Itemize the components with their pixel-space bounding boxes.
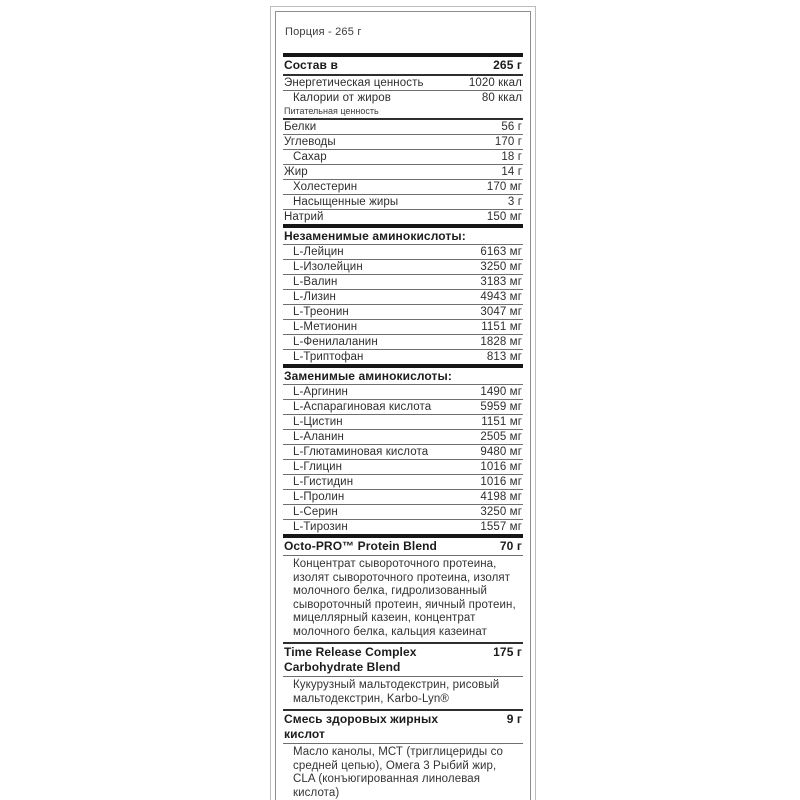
- nutrient-value: 1490 мг: [480, 386, 522, 398]
- nutrient-value: 1557 мг: [480, 521, 522, 533]
- nutrient-name: L-Серин: [293, 506, 338, 518]
- nutrient-row: [283, 335, 523, 350]
- nutrient-row: [283, 180, 523, 195]
- nutrient-row: [283, 475, 523, 490]
- nutrient-value: 150 мг: [486, 211, 522, 223]
- ingredients-paragraph: Масло канолы, МСТ (триглицериды со средней цепью), Омега 3 Рыбий жир, CLA (конъюгированная линолевая кислота): [283, 744, 523, 800]
- nutrient-row: [283, 505, 523, 520]
- nutrient-value: 1016 мг: [480, 476, 522, 488]
- nutrient-name: L-Треонин: [293, 306, 349, 318]
- subsection-header: Незаменимые аминокислоты:: [283, 228, 523, 245]
- nutrient-value: 3183 мг: [480, 276, 522, 288]
- nutrient-name: Жир: [284, 166, 308, 178]
- nutrient-value: 3250 мг: [480, 506, 522, 518]
- serving-size: Порция - 265 г: [285, 26, 362, 38]
- subsection-header: Заменимые аминокислоты:: [283, 368, 523, 385]
- nutrient-name: L-Цистин: [293, 416, 343, 428]
- nutrient-row: [283, 76, 523, 91]
- section-value: 175 г: [493, 645, 522, 659]
- nutrient-value: 6163 мг: [480, 246, 522, 258]
- section-title: Состав в: [284, 58, 338, 72]
- ingredients-paragraph: Концентрат сывороточного протеина, изолят сывороточного протеина, изолят молочного белка, гидролизованный сывороточный протеин, яичный протеин, мицеллярный казеин, концентрат молочного белка, кальция казеинат: [283, 556, 523, 644]
- nutrient-value: 3047 мг: [480, 306, 522, 318]
- nutrient-name: L-Валин: [293, 276, 338, 288]
- nutrient-name: Сахар: [293, 151, 327, 163]
- nutrition-note: Питательная ценность: [283, 105, 523, 120]
- nutrient-row: [283, 350, 523, 364]
- nutrient-row: [283, 150, 523, 165]
- nutrient-name: L-Лизин: [293, 291, 336, 303]
- nutrient-value: 1151 мг: [481, 321, 522, 333]
- nutrient-value: 1151 мг: [481, 416, 522, 428]
- section-value: 9 г: [506, 712, 522, 726]
- nutrient-name: Калории от жиров: [293, 92, 391, 104]
- nutrient-row: [283, 91, 523, 105]
- nutrient-name: Белки: [284, 121, 317, 133]
- nutrient-name: Холестерин: [293, 181, 358, 193]
- section-title: Time Release Complex Carbohydrate Blend: [284, 645, 417, 674]
- label-sections: [283, 53, 523, 800]
- nutrient-row: [283, 165, 523, 180]
- nutrient-value: 170 мг: [486, 181, 522, 193]
- nutrient-value: 9480 мг: [480, 446, 522, 458]
- nutrient-name: L-Лейцин: [293, 246, 344, 258]
- nutrient-row: [283, 385, 523, 400]
- section-value: 70 г: [499, 539, 522, 553]
- nutrient-value: 3250 мг: [480, 261, 522, 273]
- nutrient-name: L-Гистидин: [293, 476, 354, 488]
- product-photo-frame: [270, 6, 536, 800]
- nutrient-name: Углеводы: [284, 136, 336, 148]
- nutrient-value: 1828 мг: [480, 336, 522, 348]
- nutrient-name: Натрий: [284, 211, 324, 223]
- nutrient-value: 170 г: [494, 136, 522, 148]
- nutrient-name: L-Аспарагиновая кислота: [293, 401, 432, 413]
- nutrient-row: [283, 305, 523, 320]
- nutrient-value: 14 г: [501, 166, 522, 178]
- section-title-row: [283, 644, 523, 677]
- nutrient-name: L-Пролин: [293, 491, 345, 503]
- nutrient-row: [283, 445, 523, 460]
- ingredients-paragraph: Кукурузный мальтодекстрин, рисовый мальтодекстрин, Karbo-Lyn®: [283, 677, 523, 711]
- nutrient-name: L-Аргинин: [293, 386, 348, 398]
- nutrient-value: 4943 мг: [480, 291, 522, 303]
- nutrient-value: 80 ккал: [481, 92, 522, 104]
- nutrient-row: [283, 275, 523, 290]
- section-value: 265 г: [493, 58, 522, 72]
- nutrient-row: [283, 460, 523, 475]
- nutrient-value: 1016 мг: [480, 461, 522, 473]
- nutrient-value: 813 мг: [486, 351, 522, 363]
- nutrient-value: 2505 мг: [480, 431, 522, 443]
- nutrient-row: [283, 320, 523, 335]
- nutrient-name: L-Глютаминовая кислота: [293, 446, 429, 458]
- section-title-row: [283, 538, 523, 556]
- nutrient-row: [283, 120, 523, 135]
- nutrient-value: 1020 ккал: [468, 77, 522, 89]
- section-title: Смесь здоровых жирных кислот: [284, 712, 439, 741]
- nutrient-row: [283, 135, 523, 150]
- nutrient-row: [283, 210, 523, 224]
- nutrient-name: L-Триптофан: [293, 351, 364, 363]
- nutrient-name: L-Фенилаланин: [293, 336, 378, 348]
- nutrient-value: 18 г: [501, 151, 522, 163]
- nutrient-value: 5959 мг: [480, 401, 522, 413]
- nutrient-value: 3 г: [507, 196, 522, 208]
- nutrient-value: 4198 мг: [480, 491, 522, 503]
- nutrient-name: L-Аланин: [293, 431, 344, 443]
- nutrient-value: 56 г: [501, 121, 522, 133]
- section-title: Octo-PRO™ Protein Blend: [284, 539, 437, 553]
- nutrient-row: [283, 260, 523, 275]
- nutrient-row: [283, 400, 523, 415]
- nutrient-name: L-Изолейцин: [293, 261, 363, 273]
- nutrient-name: L-Метионин: [293, 321, 358, 333]
- nutrient-row: [283, 490, 523, 505]
- nutrient-row: [283, 290, 523, 305]
- nutrient-row: [283, 415, 523, 430]
- nutrient-row: [283, 245, 523, 260]
- nutrient-row: [283, 195, 523, 210]
- section-title-row: [283, 57, 523, 76]
- nutrient-row: [283, 520, 523, 534]
- nutrient-name: L-Тирозин: [293, 521, 348, 533]
- nutrient-name: Энергетическая ценность: [284, 77, 424, 89]
- nutrient-name: Насыщенные жиры: [293, 196, 399, 208]
- section-title-row: [283, 711, 523, 744]
- nutrient-name: L-Глицин: [293, 461, 343, 473]
- nutrient-row: [283, 430, 523, 445]
- nutrition-label: [275, 11, 531, 800]
